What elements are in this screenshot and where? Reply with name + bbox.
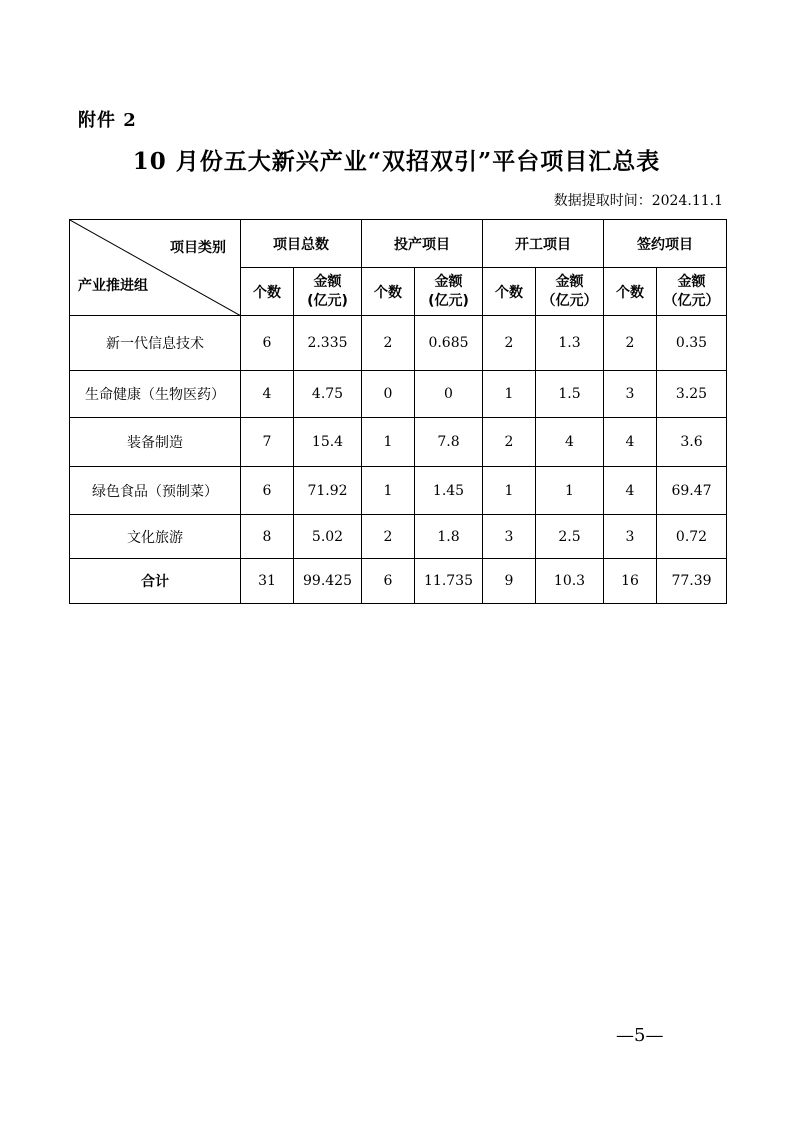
sub-header-amount: 金额 （亿元） — [657, 268, 727, 316]
cell: 10.3 — [536, 559, 604, 604]
diagonal-divider — [70, 220, 241, 316]
cell: 2 — [483, 418, 536, 467]
corner-header-cell — [70, 220, 241, 316]
sub-header-count: 个数 — [241, 268, 294, 316]
corner-header-category: 项目类别 — [170, 240, 226, 256]
table-row — [70, 371, 727, 418]
cell: 7 — [241, 418, 294, 467]
corner-header-group: 产业推进组 — [78, 278, 148, 294]
cell: 0 — [415, 371, 483, 418]
cell: 3.25 — [657, 371, 727, 418]
cell: 4 — [241, 371, 294, 418]
table-row — [70, 418, 727, 467]
group-header-total: 项目总数 — [241, 220, 362, 268]
cell: 1 — [362, 418, 415, 467]
cell: 3.6 — [657, 418, 727, 467]
cell: 11.735 — [415, 559, 483, 604]
cell: 2.335 — [294, 316, 362, 371]
group-header-signed: 签约项目 — [604, 220, 727, 268]
cell: 0.35 — [657, 316, 727, 371]
table-row — [70, 515, 727, 559]
cell: 77.39 — [657, 559, 727, 604]
row-name: 装备制造 — [70, 418, 241, 467]
sub-header-amount: 金额 （亿元） — [536, 268, 604, 316]
summary-table — [69, 219, 727, 604]
cell: 4.75 — [294, 371, 362, 418]
group-header-production: 投产项目 — [362, 220, 483, 268]
cell: 1 — [483, 467, 536, 515]
row-name: 文化旅游 — [70, 515, 241, 559]
cell: 8 — [241, 515, 294, 559]
cell: 6 — [241, 316, 294, 371]
cell: 3 — [483, 515, 536, 559]
cell: 4 — [604, 418, 657, 467]
cell: 0.685 — [415, 316, 483, 371]
cell: 4 — [536, 418, 604, 467]
sub-header-amount: 金额 (亿元) — [294, 268, 362, 316]
cell: 16 — [604, 559, 657, 604]
cell: 2 — [483, 316, 536, 371]
table-row — [70, 316, 727, 371]
cell: 0.72 — [657, 515, 727, 559]
row-name: 新一代信息技术 — [70, 316, 241, 371]
cell: 6 — [241, 467, 294, 515]
cell: 4 — [604, 467, 657, 515]
cell: 1.8 — [415, 515, 483, 559]
cell: 3 — [604, 515, 657, 559]
cell: 6 — [362, 559, 415, 604]
cell: 15.4 — [294, 418, 362, 467]
cell: 7.8 — [415, 418, 483, 467]
sub-header-count: 个数 — [483, 268, 536, 316]
cell: 31 — [241, 559, 294, 604]
sub-header-amount: 金额 (亿元) — [415, 268, 483, 316]
extract-time: 数据提取时间：2024.11.1 — [553, 193, 723, 209]
cell: 99.425 — [294, 559, 362, 604]
sub-header-count: 个数 — [604, 268, 657, 316]
row-name: 绿色食品（预制菜） — [70, 467, 241, 515]
cell: 2.5 — [536, 515, 604, 559]
group-header-started: 开工项目 — [483, 220, 604, 268]
cell: 2 — [362, 515, 415, 559]
total-row — [70, 559, 727, 604]
cell: 1 — [362, 467, 415, 515]
total-label: 合计 — [70, 559, 241, 604]
cell: 1.3 — [536, 316, 604, 371]
sub-header-count: 个数 — [362, 268, 415, 316]
cell: 0 — [362, 371, 415, 418]
cell: 1.5 — [536, 371, 604, 418]
cell: 5.02 — [294, 515, 362, 559]
cell: 9 — [483, 559, 536, 604]
cell: 1 — [483, 371, 536, 418]
page-title: 10 月份五大新兴产业“双招双引”平台项目汇总表 — [132, 148, 661, 175]
cell: 1.45 — [415, 467, 483, 515]
cell: 69.47 — [657, 467, 727, 515]
attachment-label: 附件 2 — [78, 110, 137, 131]
row-name: 生命健康（生物医药） — [70, 371, 241, 418]
cell: 71.92 — [294, 467, 362, 515]
cell: 1 — [536, 467, 604, 515]
page-number: —5— — [616, 1025, 664, 1046]
table-row — [70, 467, 727, 515]
cell: 2 — [362, 316, 415, 371]
cell: 3 — [604, 371, 657, 418]
cell: 2 — [604, 316, 657, 371]
